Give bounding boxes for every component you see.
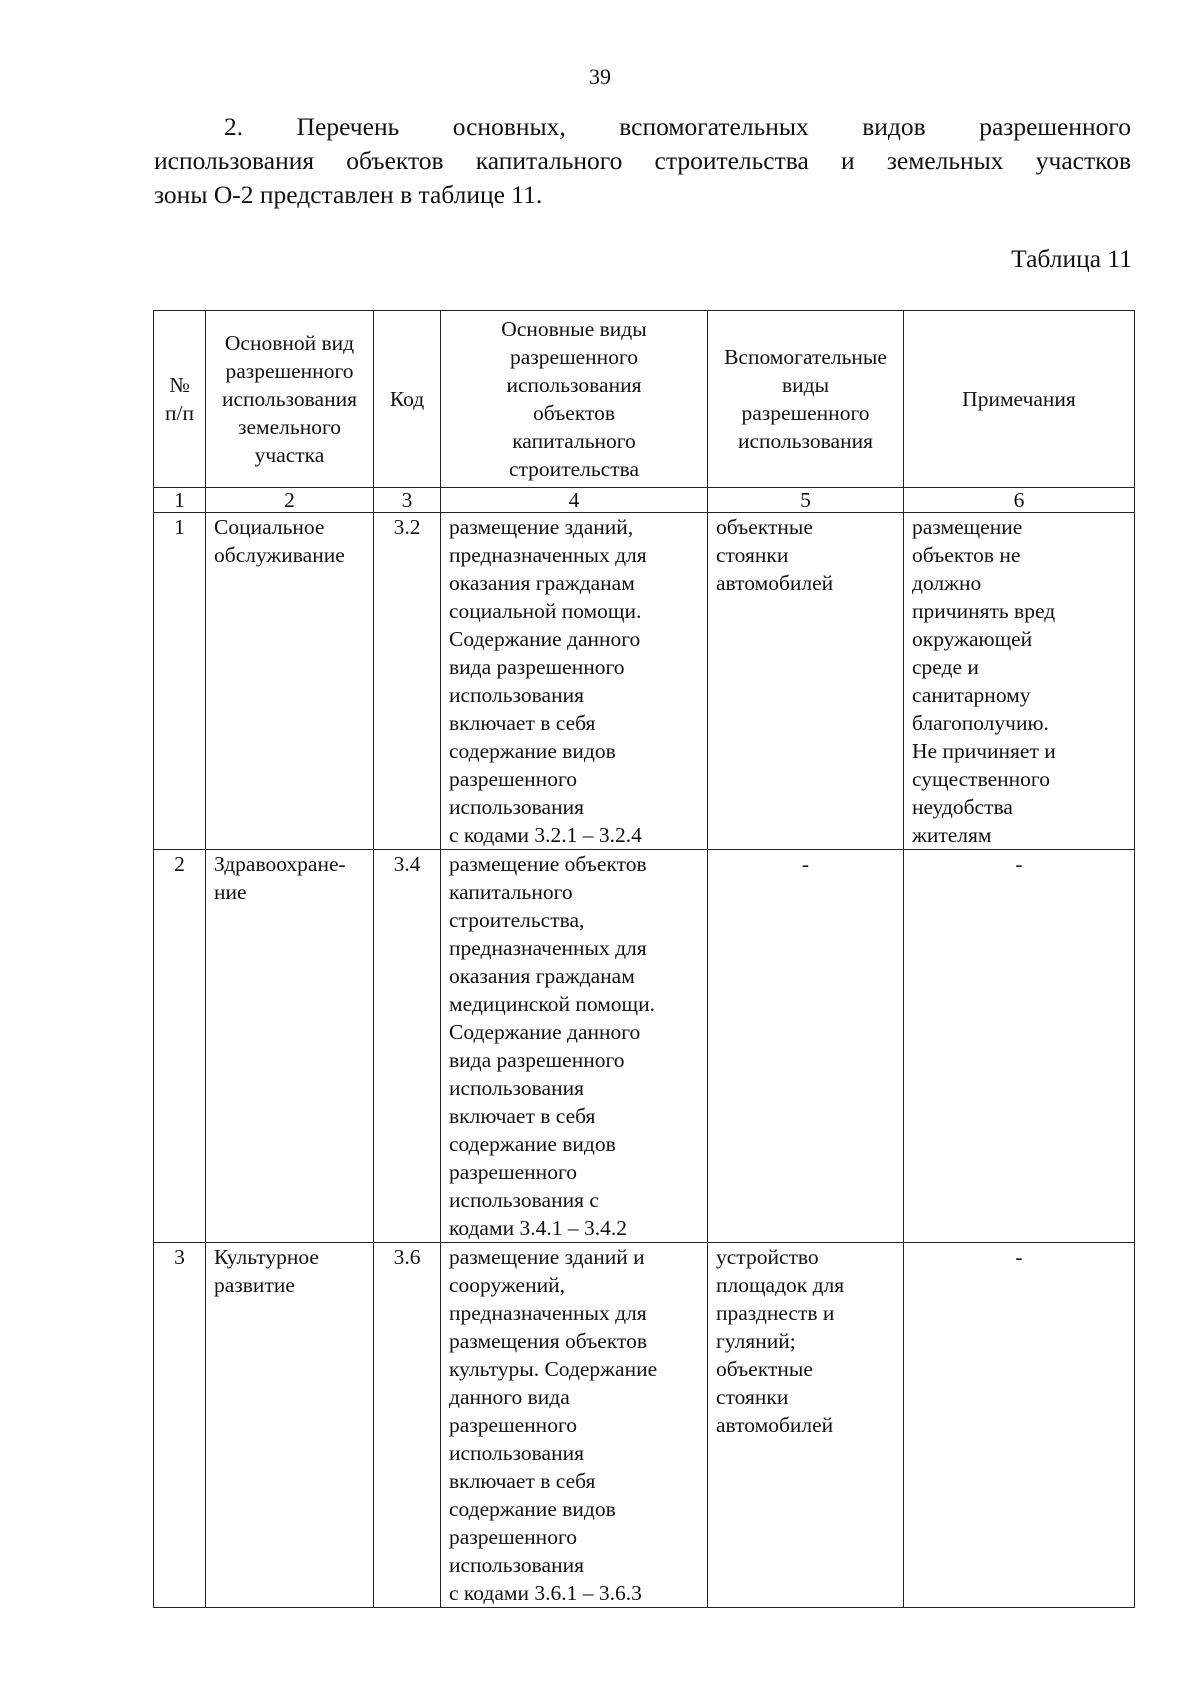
cell-line: включает в себя	[449, 1469, 596, 1493]
cell-line: обслуживание	[214, 543, 345, 567]
cell-line: разрешенного	[449, 767, 577, 791]
column-number: 1	[154, 488, 206, 513]
header-line: п/п	[165, 401, 194, 425]
cell-line: среде и	[912, 655, 979, 679]
cell-line: разрешенного	[449, 1413, 577, 1437]
cell-line: разрешенного	[449, 1525, 577, 1549]
table-row	[154, 1243, 1135, 1608]
cell-line: включает в себя	[449, 711, 596, 735]
cell-line: вида разрешенного	[449, 655, 625, 679]
header-code	[374, 311, 441, 488]
header-line: участка	[254, 443, 325, 467]
cell-line: Не причиняет и	[912, 739, 1056, 763]
header-line: использования	[506, 373, 642, 397]
land-use-table	[153, 310, 1135, 1608]
cell-line: -	[1015, 852, 1023, 876]
row-notes	[904, 1243, 1135, 1608]
cell-line: площадок для	[716, 1273, 845, 1297]
column-number: 4	[441, 488, 708, 513]
cell-line: размещения объектов	[449, 1329, 647, 1353]
header-line: Код	[389, 387, 425, 411]
row-notes	[904, 850, 1135, 1243]
cell-line: размещение зданий,	[449, 515, 634, 539]
header-line: разрешенного	[510, 345, 638, 369]
cell-line: содержание видов	[449, 739, 616, 763]
cell-line: предназначенных для	[449, 543, 647, 567]
cell-line: ние	[214, 880, 247, 904]
cell-line: объектные	[716, 1357, 813, 1381]
row-land-use-name	[206, 1243, 374, 1608]
row-code: 3.4	[374, 850, 441, 1243]
column-number: 5	[708, 488, 904, 513]
cell-line: с кодами 3.6.1 – 3.6.3	[449, 1581, 642, 1605]
cell-line: использования с	[449, 1188, 599, 1212]
cell-line: празднеств и	[716, 1301, 835, 1325]
header-notes	[904, 311, 1135, 488]
cell-line: Культурное	[214, 1245, 319, 1269]
header-line: использования	[222, 387, 357, 411]
cell-line: предназначенных для	[449, 936, 647, 960]
cell-line: объектов не	[912, 543, 1021, 567]
header-main-land-use	[206, 311, 374, 488]
header-line: Основной вид	[224, 331, 355, 355]
table-row	[154, 850, 1135, 1243]
cell-line: использования	[449, 1441, 584, 1465]
table-caption: Таблица 11	[1011, 244, 1132, 273]
cell-line: автомобилей	[716, 571, 834, 595]
cell-line: -	[1015, 1245, 1023, 1269]
cell-line: оказания гражданам	[449, 571, 635, 595]
row-auxiliary-uses	[708, 513, 904, 850]
row-notes	[904, 513, 1135, 850]
cell-line: кодами 3.4.1 – 3.4.2	[449, 1216, 627, 1240]
cell-line: содержание видов	[449, 1132, 616, 1156]
row-land-use-name	[206, 513, 374, 850]
cell-line: благополучию.	[912, 711, 1049, 735]
cell-line: существенного	[912, 767, 1050, 791]
row-auxiliary-uses	[708, 850, 904, 1243]
column-number-row	[154, 488, 1135, 513]
cell-line: Содержание данного	[449, 1020, 641, 1044]
row-land-use-name	[206, 850, 374, 1243]
header-line: разрешенного	[225, 359, 354, 383]
cell-line: должно	[912, 571, 982, 595]
cell-line: использования	[449, 683, 584, 707]
header-line: Основные виды	[501, 317, 647, 341]
intro-line: 2. Перечень основных, вспомогательных видов разрешенного	[224, 112, 1131, 141]
column-number: 6	[904, 488, 1135, 513]
cell-line: включает в себя	[449, 1104, 596, 1128]
header-main-construction-use	[441, 311, 708, 488]
cell-line: Содержание данного	[449, 627, 641, 651]
cell-line: Социальное	[214, 515, 325, 539]
cell-line: использования	[449, 1076, 584, 1100]
cell-line: капитального	[449, 880, 573, 904]
header-line: Примечания	[962, 387, 1076, 411]
cell-line: причинять вред	[912, 599, 1056, 623]
cell-line: развитие	[214, 1273, 295, 1297]
row-main-uses	[441, 850, 708, 1243]
cell-line: размещение	[912, 515, 1023, 539]
cell-line: данного вида	[449, 1385, 570, 1409]
column-number: 2	[206, 488, 374, 513]
header-line: №	[169, 373, 190, 397]
cell-line: оказания гражданам	[449, 964, 635, 988]
row-number: 3	[154, 1243, 206, 1608]
header-line: объектов	[533, 401, 615, 425]
header-line: разрешенного	[741, 401, 870, 425]
cell-line: размещение зданий и	[449, 1245, 645, 1269]
cell-line: неудобства	[912, 795, 1013, 819]
cell-line: окружающей	[912, 627, 1033, 651]
header-line: Вспомогательные	[724, 345, 887, 369]
cell-line: культуры. Содержание	[449, 1357, 658, 1381]
cell-line: использования	[449, 795, 584, 819]
header-auxiliary-use	[708, 311, 904, 488]
cell-line: жителям	[912, 823, 992, 847]
row-main-uses	[441, 513, 708, 850]
row-main-uses	[441, 1243, 708, 1608]
row-code: 3.6	[374, 1243, 441, 1608]
cell-line: гуляний;	[716, 1329, 796, 1353]
table-row	[154, 513, 1135, 850]
cell-line: стоянки	[716, 543, 789, 567]
column-number: 3	[374, 488, 441, 513]
cell-line: объектные	[716, 515, 813, 539]
cell-line: устройство	[716, 1245, 819, 1269]
header-line: строительства	[508, 457, 640, 481]
cell-line: вида разрешенного	[449, 1048, 625, 1072]
cell-line: стоянки	[716, 1385, 789, 1409]
cell-line: социальной помощи.	[449, 599, 642, 623]
header-line: капитального	[512, 429, 636, 453]
cell-line: Здравоохране-	[214, 852, 346, 876]
cell-line: медицинской помощи.	[449, 992, 655, 1016]
cell-line: использования	[449, 1553, 584, 1577]
intro-line: зоны О-2 представлен в таблице 11.	[154, 180, 543, 209]
row-number: 2	[154, 850, 206, 1243]
row-auxiliary-uses	[708, 1243, 904, 1608]
cell-line: предназначенных для	[449, 1301, 647, 1325]
header-number	[154, 311, 206, 488]
cell-line: с кодами 3.2.1 – 3.2.4	[449, 823, 642, 847]
header-line: земельного	[237, 415, 341, 439]
page-number: 39	[589, 64, 611, 89]
cell-line: размещение объектов	[449, 852, 647, 876]
cell-line: сооружений,	[449, 1273, 565, 1297]
intro-paragraph	[154, 110, 1131, 212]
cell-line: санитарному	[912, 683, 1031, 707]
intro-line: использования объектов капитального строительства и земельных участков	[154, 146, 1131, 175]
cell-line: строительства,	[449, 908, 585, 932]
header-line: использования	[738, 429, 873, 453]
header-line: виды	[781, 373, 830, 397]
cell-line: -	[801, 852, 810, 876]
cell-line: разрешенного	[449, 1160, 577, 1184]
row-number: 1	[154, 513, 206, 850]
cell-line: автомобилей	[716, 1413, 834, 1437]
cell-line: содержание видов	[449, 1497, 616, 1521]
row-code: 3.2	[374, 513, 441, 850]
